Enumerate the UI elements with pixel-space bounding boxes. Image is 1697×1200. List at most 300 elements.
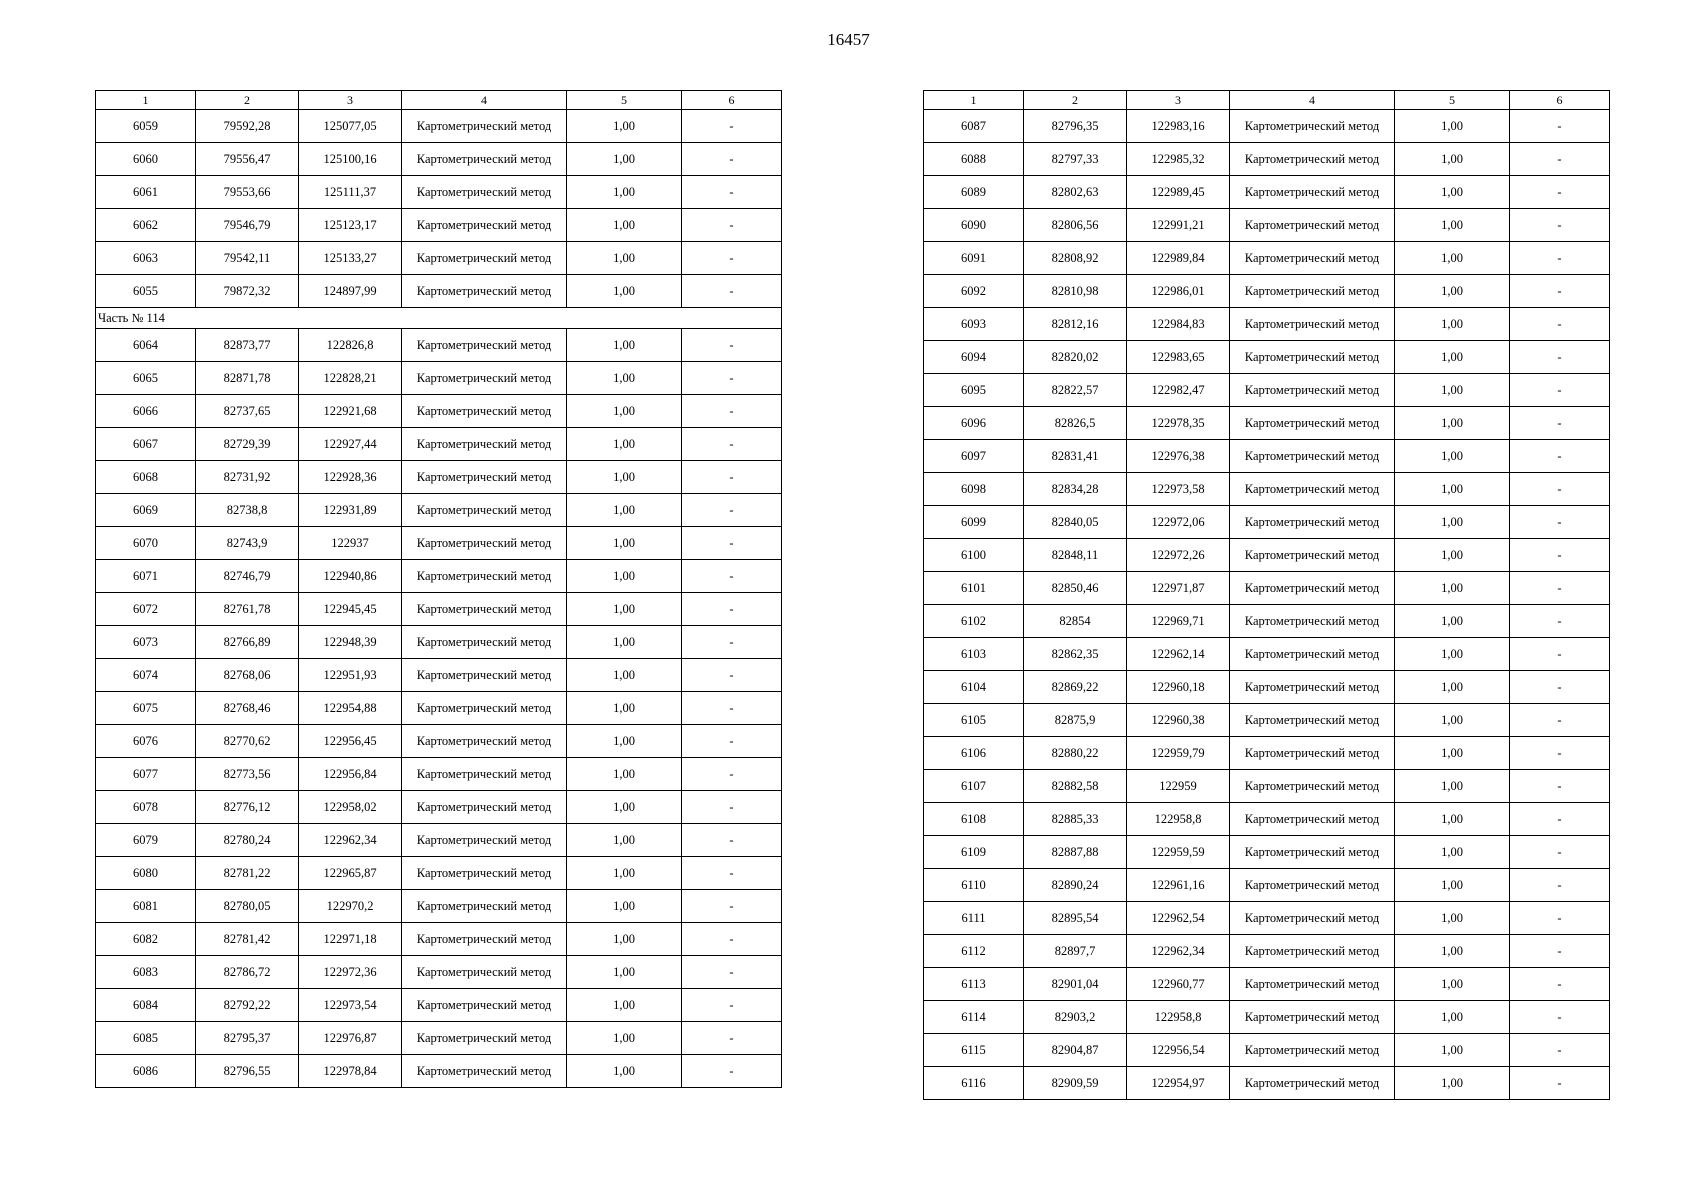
column-header-3: 3 xyxy=(1127,91,1230,110)
table-cell-col-3: 124897,99 xyxy=(299,275,402,308)
table-cell-col-1: 6067 xyxy=(96,428,196,461)
table-cell-col-6: - xyxy=(682,857,782,890)
table-cell-col-3: 122921,68 xyxy=(299,395,402,428)
table-cell-col-5: 1,00 xyxy=(567,758,682,791)
table-cell-col-1: 6111 xyxy=(924,902,1024,935)
table-row xyxy=(96,110,782,143)
table-cell-col-3: 122962,14 xyxy=(1127,638,1230,671)
table-cell-col-3: 122959,79 xyxy=(1127,737,1230,770)
table-cell-col-3: 125111,37 xyxy=(299,176,402,209)
table-cell-col-3: 122828,21 xyxy=(299,362,402,395)
table-cell-col-5: 1,00 xyxy=(1395,638,1510,671)
table-cell-col-4: Картометрический метод xyxy=(1230,737,1395,770)
table-row xyxy=(924,1034,1610,1067)
table-cell-col-4: Картометрический метод xyxy=(1230,506,1395,539)
coordinates-table-left xyxy=(95,90,782,1088)
table-cell-col-3: 125077,05 xyxy=(299,110,402,143)
table-row xyxy=(924,242,1610,275)
table-body-right xyxy=(924,110,1610,1100)
table-row xyxy=(96,989,782,1022)
table-cell-col-4: Картометрический метод xyxy=(1230,209,1395,242)
table-row xyxy=(924,1001,1610,1034)
table-cell-col-6: - xyxy=(1510,605,1610,638)
table-cell-col-5: 1,00 xyxy=(567,176,682,209)
table-cell-col-5: 1,00 xyxy=(567,143,682,176)
table-cell-col-2: 82737,65 xyxy=(196,395,299,428)
table-cell-col-3: 122978,35 xyxy=(1127,407,1230,440)
table-cell-col-3: 122928,36 xyxy=(299,461,402,494)
table-cell-col-3: 122984,83 xyxy=(1127,308,1230,341)
table-cell-col-1: 6110 xyxy=(924,869,1024,902)
table-cell-col-4: Картометрический метод xyxy=(402,593,567,626)
table-cell-col-3: 122958,8 xyxy=(1127,803,1230,836)
table-row xyxy=(924,902,1610,935)
table-row xyxy=(924,935,1610,968)
table-cell-col-2: 82795,37 xyxy=(196,1022,299,1055)
table-cell-col-4: Картометрический метод xyxy=(1230,143,1395,176)
table-cell-col-1: 6086 xyxy=(96,1055,196,1088)
table-cell-col-1: 6084 xyxy=(96,989,196,1022)
table-cell-col-5: 1,00 xyxy=(1395,539,1510,572)
table-cell-col-6: - xyxy=(682,659,782,692)
table-row xyxy=(96,461,782,494)
table-cell-col-3: 122976,87 xyxy=(299,1022,402,1055)
table-cell-col-1: 6114 xyxy=(924,1001,1024,1034)
table-cell-col-3: 122954,88 xyxy=(299,692,402,725)
table-cell-col-2: 82731,92 xyxy=(196,461,299,494)
table-cell-col-1: 6082 xyxy=(96,923,196,956)
table-cell-col-2: 79546,79 xyxy=(196,209,299,242)
table-cell-col-1: 6070 xyxy=(96,527,196,560)
table-cell-col-2: 82780,05 xyxy=(196,890,299,923)
table-cell-col-5: 1,00 xyxy=(567,824,682,857)
table-cell-col-5: 1,00 xyxy=(1395,902,1510,935)
table-cell-col-1: 6091 xyxy=(924,242,1024,275)
table-cell-col-3: 122991,21 xyxy=(1127,209,1230,242)
table-cell-col-2: 82909,59 xyxy=(1024,1067,1127,1100)
table-cell-col-2: 82903,2 xyxy=(1024,1001,1127,1034)
table-cell-col-3: 122971,18 xyxy=(299,923,402,956)
table-cell-col-6: - xyxy=(682,725,782,758)
table-row xyxy=(924,473,1610,506)
table-cell-col-6: - xyxy=(682,275,782,308)
table-row xyxy=(924,704,1610,737)
table-cell-col-2: 82810,98 xyxy=(1024,275,1127,308)
table-cell-col-5: 1,00 xyxy=(1395,1001,1510,1034)
table-cell-col-1: 6116 xyxy=(924,1067,1024,1100)
coordinates-table-right xyxy=(923,90,1610,1100)
table-cell-col-4: Картометрический метод xyxy=(402,659,567,692)
table-cell-col-4: Картометрический метод xyxy=(1230,671,1395,704)
table-cell-col-1: 6090 xyxy=(924,209,1024,242)
table-cell-col-6: - xyxy=(682,242,782,275)
table-cell-col-6: - xyxy=(682,209,782,242)
table-cell-col-1: 6113 xyxy=(924,968,1024,1001)
table-cell-col-4: Картометрический метод xyxy=(1230,242,1395,275)
table-cell-col-6: - xyxy=(682,110,782,143)
table-cell-col-4: Картометрический метод xyxy=(1230,110,1395,143)
table-cell-col-2: 82854 xyxy=(1024,605,1127,638)
table-cell-col-3: 122954,97 xyxy=(1127,1067,1230,1100)
table-cell-col-6: - xyxy=(682,692,782,725)
table-cell-col-3: 122951,93 xyxy=(299,659,402,692)
table-row xyxy=(96,494,782,527)
table-cell-col-2: 82761,78 xyxy=(196,593,299,626)
table-cell-col-6: - xyxy=(682,956,782,989)
table-cell-col-5: 1,00 xyxy=(567,110,682,143)
table-cell-col-3: 122960,77 xyxy=(1127,968,1230,1001)
table-cell-col-4: Картометрический метод xyxy=(1230,308,1395,341)
table-cell-col-6: - xyxy=(682,791,782,824)
table-cell-col-3: 122956,45 xyxy=(299,725,402,758)
table-cell-col-1: 6079 xyxy=(96,824,196,857)
table-cell-col-2: 82770,62 xyxy=(196,725,299,758)
table-cell-col-6: - xyxy=(1510,935,1610,968)
table-cell-col-2: 82895,54 xyxy=(1024,902,1127,935)
table-cell-col-5: 1,00 xyxy=(567,626,682,659)
table-cell-col-2: 82831,41 xyxy=(1024,440,1127,473)
table-cell-col-5: 1,00 xyxy=(567,956,682,989)
table-cell-col-2: 82780,24 xyxy=(196,824,299,857)
table-cell-col-5: 1,00 xyxy=(567,527,682,560)
table-cell-col-6: - xyxy=(682,527,782,560)
column-header-2: 2 xyxy=(1024,91,1127,110)
table-cell-col-5: 1,00 xyxy=(1395,935,1510,968)
table-cell-col-6: - xyxy=(682,494,782,527)
table-cell-col-6: - xyxy=(1510,242,1610,275)
table-cell-col-6: - xyxy=(682,824,782,857)
table-cell-col-3: 122970,2 xyxy=(299,890,402,923)
table-cell-col-1: 6059 xyxy=(96,110,196,143)
table-row xyxy=(96,923,782,956)
table-cell-col-2: 82781,42 xyxy=(196,923,299,956)
table-row xyxy=(924,1067,1610,1100)
table-cell-col-6: - xyxy=(1510,671,1610,704)
table-cell-col-4: Картометрический метод xyxy=(1230,176,1395,209)
column-header-6: 6 xyxy=(682,91,782,110)
table-cell-col-3: 122959,59 xyxy=(1127,836,1230,869)
table-cell-col-5: 1,00 xyxy=(1395,1034,1510,1067)
table-cell-col-5: 1,00 xyxy=(1395,473,1510,506)
table-cell-col-2: 79872,32 xyxy=(196,275,299,308)
table-cell-col-5: 1,00 xyxy=(567,1022,682,1055)
table-cell-col-4: Картометрический метод xyxy=(1230,836,1395,869)
table-cell-col-1: 6098 xyxy=(924,473,1024,506)
table-cell-col-4: Картометрический метод xyxy=(1230,704,1395,737)
table-cell-col-6: - xyxy=(682,1022,782,1055)
table-cell-col-1: 6095 xyxy=(924,374,1024,407)
table-cell-col-3: 122960,18 xyxy=(1127,671,1230,704)
table-cell-col-4: Картометрический метод xyxy=(1230,407,1395,440)
table-row xyxy=(924,440,1610,473)
table-cell-col-6: - xyxy=(682,143,782,176)
table-cell-col-6: - xyxy=(1510,836,1610,869)
table-cell-col-5: 1,00 xyxy=(1395,143,1510,176)
table-cell-col-2: 82880,22 xyxy=(1024,737,1127,770)
column-header-4: 4 xyxy=(1230,91,1395,110)
table-cell-col-1: 6061 xyxy=(96,176,196,209)
table-row xyxy=(924,374,1610,407)
table-cell-col-3: 122986,01 xyxy=(1127,275,1230,308)
table-cell-col-5: 1,00 xyxy=(567,494,682,527)
table-cell-col-5: 1,00 xyxy=(1395,407,1510,440)
table-cell-col-2: 82890,24 xyxy=(1024,869,1127,902)
table-cell-col-2: 79553,66 xyxy=(196,176,299,209)
table-cell-col-2: 82786,72 xyxy=(196,956,299,989)
table-cell-col-1: 6106 xyxy=(924,737,1024,770)
table-cell-col-3: 122960,38 xyxy=(1127,704,1230,737)
table-cell-col-3: 122927,44 xyxy=(299,428,402,461)
table-row xyxy=(96,395,782,428)
table-cell-col-4: Картометрический метод xyxy=(402,857,567,890)
table-row xyxy=(96,758,782,791)
table-cell-col-5: 1,00 xyxy=(1395,704,1510,737)
table-cell-col-2: 79556,47 xyxy=(196,143,299,176)
table-cell-col-3: 122972,26 xyxy=(1127,539,1230,572)
table-cell-col-4: Картометрический метод xyxy=(402,329,567,362)
table-cell-col-4: Картометрический метод xyxy=(1230,902,1395,935)
table-cell-col-3: 122969,71 xyxy=(1127,605,1230,638)
table-cell-col-3: 122976,38 xyxy=(1127,440,1230,473)
table-cell-col-1: 6109 xyxy=(924,836,1024,869)
table-cell-col-4: Картометрический метод xyxy=(1230,1001,1395,1034)
table-cell-col-4: Картометрический метод xyxy=(402,956,567,989)
table-cell-col-3: 122962,54 xyxy=(1127,902,1230,935)
table-cell-col-4: Картометрический метод xyxy=(1230,803,1395,836)
table-cell-col-4: Картометрический метод xyxy=(1230,440,1395,473)
table-cell-col-6: - xyxy=(682,176,782,209)
table-cell-col-1: 6077 xyxy=(96,758,196,791)
table-row xyxy=(924,968,1610,1001)
table-cell-col-1: 6065 xyxy=(96,362,196,395)
table-row xyxy=(924,803,1610,836)
table-row xyxy=(96,143,782,176)
table-cell-col-5: 1,00 xyxy=(1395,242,1510,275)
table-cell-col-2: 82826,5 xyxy=(1024,407,1127,440)
table-row xyxy=(96,659,782,692)
column-header-5: 5 xyxy=(567,91,682,110)
table-row xyxy=(96,824,782,857)
table-cell-col-1: 6093 xyxy=(924,308,1024,341)
table-cell-col-1: 6100 xyxy=(924,539,1024,572)
table-cell-col-1: 6069 xyxy=(96,494,196,527)
table-row xyxy=(924,869,1610,902)
table-cell-col-6: - xyxy=(1510,209,1610,242)
table-cell-col-6: - xyxy=(1510,473,1610,506)
table-cell-col-3: 122958,8 xyxy=(1127,1001,1230,1034)
table-cell-col-4: Картометрический метод xyxy=(402,275,567,308)
table-cell-col-4: Картометрический метод xyxy=(402,494,567,527)
table-cell-col-1: 6083 xyxy=(96,956,196,989)
table-cell-col-1: 6066 xyxy=(96,395,196,428)
table-cell-col-6: - xyxy=(1510,1001,1610,1034)
table-cell-col-1: 6062 xyxy=(96,209,196,242)
table-cell-col-3: 122973,54 xyxy=(299,989,402,1022)
table-cell-col-4: Картометрический метод xyxy=(1230,869,1395,902)
table-row xyxy=(96,242,782,275)
table-cell-col-3: 122972,36 xyxy=(299,956,402,989)
table-cell-col-5: 1,00 xyxy=(567,593,682,626)
table-cell-col-5: 1,00 xyxy=(567,857,682,890)
table-row xyxy=(96,560,782,593)
table-row xyxy=(924,770,1610,803)
table-cell-col-1: 6078 xyxy=(96,791,196,824)
table-cell-col-2: 82871,78 xyxy=(196,362,299,395)
table-cell-col-2: 82806,56 xyxy=(1024,209,1127,242)
table-cell-col-4: Картометрический метод xyxy=(1230,341,1395,374)
table-cell-col-4: Картометрический метод xyxy=(1230,572,1395,605)
table-cell-col-1: 6087 xyxy=(924,110,1024,143)
table-cell-col-2: 82812,16 xyxy=(1024,308,1127,341)
table-cell-col-3: 122962,34 xyxy=(1127,935,1230,968)
table-cell-col-2: 82897,7 xyxy=(1024,935,1127,968)
table-cell-col-5: 1,00 xyxy=(567,362,682,395)
table-cell-col-1: 6103 xyxy=(924,638,1024,671)
table-row xyxy=(96,791,782,824)
table-cell-col-3: 122931,89 xyxy=(299,494,402,527)
table-cell-col-6: - xyxy=(682,560,782,593)
table-row xyxy=(924,671,1610,704)
table-cell-col-3: 122985,32 xyxy=(1127,143,1230,176)
table-cell-col-6: - xyxy=(1510,506,1610,539)
table-body-left xyxy=(96,110,782,1088)
table-cell-col-5: 1,00 xyxy=(1395,1067,1510,1100)
table-row xyxy=(96,692,782,725)
table-row xyxy=(924,572,1610,605)
table-cell-col-1: 6064 xyxy=(96,329,196,362)
table-cell-col-4: Картометрический метод xyxy=(402,242,567,275)
table-cell-col-5: 1,00 xyxy=(567,428,682,461)
table-cell-col-6: - xyxy=(682,395,782,428)
table-cell-col-2: 82840,05 xyxy=(1024,506,1127,539)
table-cell-col-5: 1,00 xyxy=(1395,275,1510,308)
table-cell-col-3: 122989,84 xyxy=(1127,242,1230,275)
table-row xyxy=(924,209,1610,242)
table-cell-col-2: 82796,35 xyxy=(1024,110,1127,143)
table-row xyxy=(924,143,1610,176)
table-cell-col-6: - xyxy=(1510,143,1610,176)
table-cell-col-4: Картометрический метод xyxy=(402,989,567,1022)
table-cell-col-1: 6107 xyxy=(924,770,1024,803)
table-cell-col-2: 82746,79 xyxy=(196,560,299,593)
table-row xyxy=(924,176,1610,209)
table-cell-col-1: 6085 xyxy=(96,1022,196,1055)
table-cell-col-3: 122971,87 xyxy=(1127,572,1230,605)
table-cell-col-6: - xyxy=(1510,407,1610,440)
table-cell-col-2: 82729,39 xyxy=(196,428,299,461)
table-cell-col-4: Картометрический метод xyxy=(402,1055,567,1088)
table-cell-col-2: 82768,06 xyxy=(196,659,299,692)
table-row xyxy=(924,275,1610,308)
table-cell-col-2: 82766,89 xyxy=(196,626,299,659)
table-row xyxy=(96,890,782,923)
table-cell-col-4: Картометрический метод xyxy=(402,143,567,176)
table-cell-col-5: 1,00 xyxy=(1395,374,1510,407)
table-row xyxy=(924,506,1610,539)
table-cell-col-6: - xyxy=(1510,374,1610,407)
table-row xyxy=(96,593,782,626)
column-header-1: 1 xyxy=(924,91,1024,110)
table-cell-col-5: 1,00 xyxy=(1395,572,1510,605)
table-cell-col-3: 122982,47 xyxy=(1127,374,1230,407)
table-cell-col-6: - xyxy=(1510,704,1610,737)
table-cell-col-1: 6081 xyxy=(96,890,196,923)
table-cell-col-6: - xyxy=(682,362,782,395)
table-row xyxy=(96,1022,782,1055)
table-cell-col-6: - xyxy=(1510,341,1610,374)
table-cell-col-4: Картометрический метод xyxy=(402,758,567,791)
table-cell-col-6: - xyxy=(1510,803,1610,836)
table-cell-col-1: 6088 xyxy=(924,143,1024,176)
table-cell-col-4: Картометрический метод xyxy=(1230,605,1395,638)
table-cell-col-2: 82869,22 xyxy=(1024,671,1127,704)
table-cell-col-2: 82802,63 xyxy=(1024,176,1127,209)
table-cell-col-2: 79542,11 xyxy=(196,242,299,275)
column-header-5: 5 xyxy=(1395,91,1510,110)
table-cell-col-1: 6112 xyxy=(924,935,1024,968)
table-cell-col-1: 6076 xyxy=(96,725,196,758)
table-cell-col-5: 1,00 xyxy=(567,923,682,956)
table-cell-col-6: - xyxy=(1510,869,1610,902)
table-row xyxy=(96,956,782,989)
table-cell-col-5: 1,00 xyxy=(1395,209,1510,242)
table-cell-col-1: 6108 xyxy=(924,803,1024,836)
table-row xyxy=(96,1055,782,1088)
table-cell-col-6: - xyxy=(1510,638,1610,671)
table-cell-col-4: Картометрический метод xyxy=(402,626,567,659)
table-cell-col-5: 1,00 xyxy=(1395,506,1510,539)
table-row xyxy=(924,407,1610,440)
column-header-3: 3 xyxy=(299,91,402,110)
section-row xyxy=(96,308,782,329)
table-cell-col-6: - xyxy=(682,890,782,923)
table-cell-col-3: 122989,45 xyxy=(1127,176,1230,209)
table-cell-col-4: Картометрический метод xyxy=(402,395,567,428)
table-cell-col-2: 82743,9 xyxy=(196,527,299,560)
table-cell-col-6: - xyxy=(1510,770,1610,803)
table-cell-col-1: 6094 xyxy=(924,341,1024,374)
table-cell-col-4: Картометрический метод xyxy=(402,692,567,725)
table-cell-col-4: Картометрический метод xyxy=(1230,275,1395,308)
table-cell-col-6: - xyxy=(682,428,782,461)
table-cell-col-1: 6063 xyxy=(96,242,196,275)
table-cell-col-1: 6074 xyxy=(96,659,196,692)
table-cell-col-2: 82773,56 xyxy=(196,758,299,791)
table-cell-col-4: Картометрический метод xyxy=(1230,374,1395,407)
table-cell-col-2: 82873,77 xyxy=(196,329,299,362)
table-row xyxy=(96,329,782,362)
table-header-row xyxy=(924,91,1610,110)
table-cell-col-3: 122958,02 xyxy=(299,791,402,824)
table-cell-col-2: 82820,02 xyxy=(1024,341,1127,374)
table-cell-col-4: Картометрический метод xyxy=(1230,638,1395,671)
table-cell-col-1: 6080 xyxy=(96,857,196,890)
table-cell-col-4: Картометрический метод xyxy=(1230,968,1395,1001)
table-cell-col-5: 1,00 xyxy=(1395,308,1510,341)
table-cell-col-1: 6075 xyxy=(96,692,196,725)
table-cell-col-3: 122973,58 xyxy=(1127,473,1230,506)
table-cell-col-1: 6102 xyxy=(924,605,1024,638)
table-cell-col-6: - xyxy=(1510,902,1610,935)
table-cell-col-5: 1,00 xyxy=(1395,803,1510,836)
table-cell-col-5: 1,00 xyxy=(1395,836,1510,869)
table-cell-col-6: - xyxy=(1510,176,1610,209)
table-cell-col-4: Картометрический метод xyxy=(402,527,567,560)
table-cell-col-6: - xyxy=(1510,572,1610,605)
table-row xyxy=(924,341,1610,374)
table-cell-col-2: 82848,11 xyxy=(1024,539,1127,572)
table-cell-col-4: Картометрический метод xyxy=(402,209,567,242)
